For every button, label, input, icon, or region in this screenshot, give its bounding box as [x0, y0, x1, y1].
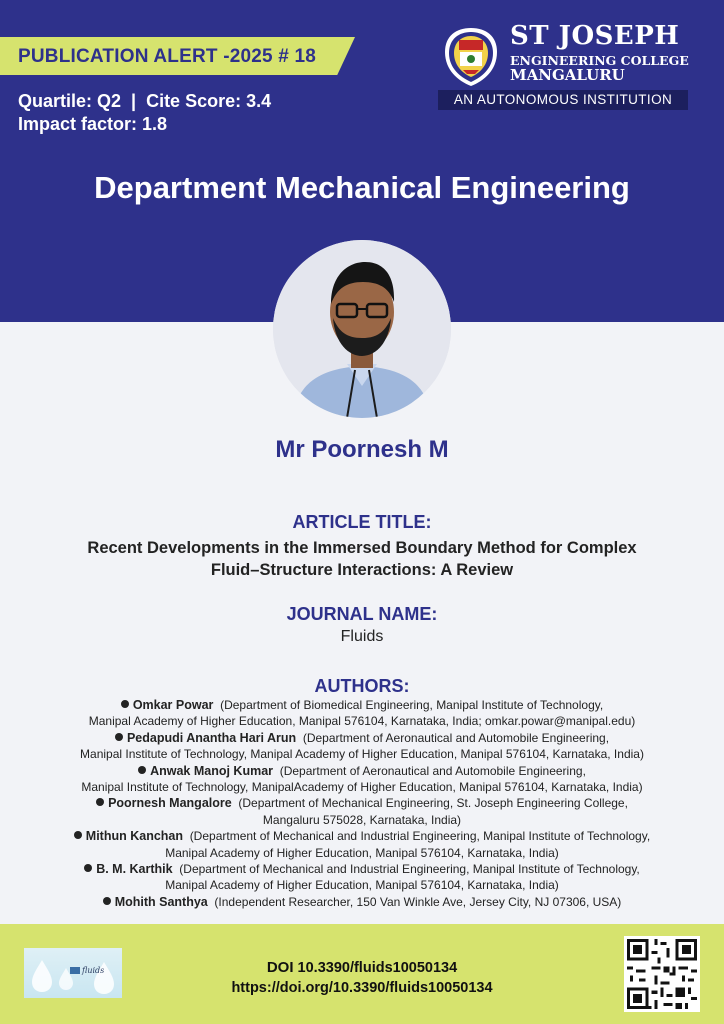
journal-heading: JOURNAL NAME: — [286, 604, 438, 624]
author-affiliation: (Department of Mechanical and Industrial Engineering, Manipal Institute of Technology, — [179, 862, 640, 877]
author-affiliation: (Department of Biomedical Engineering, Manipal Institute of Technology, — [220, 698, 604, 712]
article-title-line2: Fluid–Structure Interactions: A Review — [210, 561, 514, 579]
author-name: Pedapudi Anantha Hari Arun — [126, 730, 297, 745]
impact-factor: Impact factor: 1.8 — [18, 114, 168, 134]
author-affiliation: (Department of Aeronautical and Automobile Engineering, — [302, 730, 610, 745]
fluids-logo-text: fluids — [82, 966, 105, 975]
bullet-icon — [74, 831, 82, 839]
author-affiliation-cont: Manipal Academy of Higher Education, Manipal 576104, Karnataka, India) — [165, 878, 559, 893]
college-subtitle — [510, 53, 689, 83]
author-item — [10, 730, 714, 746]
article-title-line1: Recent Developments in the Immersed Boundary Method for Complex — [87, 539, 637, 557]
person-photo — [273, 240, 451, 418]
qr-code-graphic — [624, 936, 700, 1012]
author-name: B. M. Karthik — [96, 862, 173, 877]
bullet-icon — [138, 766, 146, 774]
author-item — [10, 894, 714, 910]
bullet-icon — [103, 897, 111, 905]
college-subtitle-line2: MANGALURU — [510, 66, 625, 84]
journal-metrics — [18, 90, 271, 136]
college-subtitle-line1: ENGINEERING COLLEGE — [510, 53, 689, 68]
author-name: Poornesh Mangalore — [108, 796, 232, 811]
autonomous-badge: AN AUTONOMOUS INSTITUTION — [438, 90, 688, 110]
publication-alert: PUBLICATION ALERT -2025 # 18 — [18, 46, 317, 67]
author-affiliation-cont: Manipal Academy of Higher Education, Manipal 576104, Karnataka, India; omkar.powar@manipal.edu) — [88, 714, 636, 729]
journal-name: Fluids — [340, 628, 384, 645]
college-logo — [438, 22, 693, 112]
authors-heading: AUTHORS: — [314, 676, 410, 696]
author-name: Mithun Kanchan — [85, 829, 184, 844]
qr-code-icon[interactable] — [624, 936, 700, 1012]
author-item — [10, 828, 714, 844]
author-name: Mohith Santhya — [114, 894, 208, 909]
author-affiliation-cont: Manipal Academy of Higher Education, Manipal 576104, Karnataka, India) — [165, 845, 559, 860]
author-affiliation: (Department of Aeronautical and Automobile Engineering, — [279, 763, 586, 778]
author-affiliation: (Independent Researcher, 150 Van Winkle Ave, Jersey City, NJ 07306, USA) — [214, 894, 622, 909]
person-name: Mr Poornesh M — [275, 436, 449, 463]
college-crest-icon — [442, 26, 500, 88]
doi-block — [0, 958, 724, 998]
author-item — [10, 697, 714, 713]
author-affiliation: (Department of Mechanical and Industrial Engineering, Manipal Institute of Technology, — [189, 829, 651, 844]
doi-label: DOI — [266, 959, 294, 976]
doi-url[interactable]: https://doi.org/10.3390/fluids10050134 — [231, 980, 493, 996]
author-name: Omkar Powar — [132, 698, 214, 712]
doi-line — [0, 958, 724, 978]
college-name: ST JOSEPH — [510, 21, 680, 51]
authors-list — [10, 697, 714, 910]
bullet-icon — [115, 733, 123, 741]
author-affiliation-cont: Manipal Institute of Technology, Manipal Academy of Higher Education, Manipal 576104, Karnataka, India) — [80, 747, 644, 762]
portrait-illustration — [273, 240, 451, 418]
author-item — [10, 795, 714, 811]
article-title — [40, 537, 684, 581]
doi-value: 10.3390/fluids10050134 — [297, 960, 458, 976]
bullet-icon — [84, 864, 92, 872]
department-title: Department Mechanical Engineering — [94, 170, 630, 205]
author-affiliation-cont: Manipal Institute of Technology, ManipalAcademy of Higher Education, Manipal 576104, Karnataka, India) — [81, 780, 643, 795]
bullet-icon — [96, 798, 104, 806]
author-item — [10, 763, 714, 779]
article-heading: ARTICLE TITLE: — [292, 512, 432, 532]
author-affiliation: (Department of Mechanical Engineering, St. Joseph Engineering College, — [238, 796, 628, 811]
author-item — [10, 861, 714, 877]
author-affiliation-cont: Mangaluru 575028, Karnataka, India) — [262, 812, 462, 827]
bullet-icon — [121, 700, 129, 708]
quartile-cite-score: Quartile: Q2 | Cite Score: 3.4 — [18, 91, 272, 111]
author-name: Anwak Manoj Kumar — [150, 763, 274, 778]
